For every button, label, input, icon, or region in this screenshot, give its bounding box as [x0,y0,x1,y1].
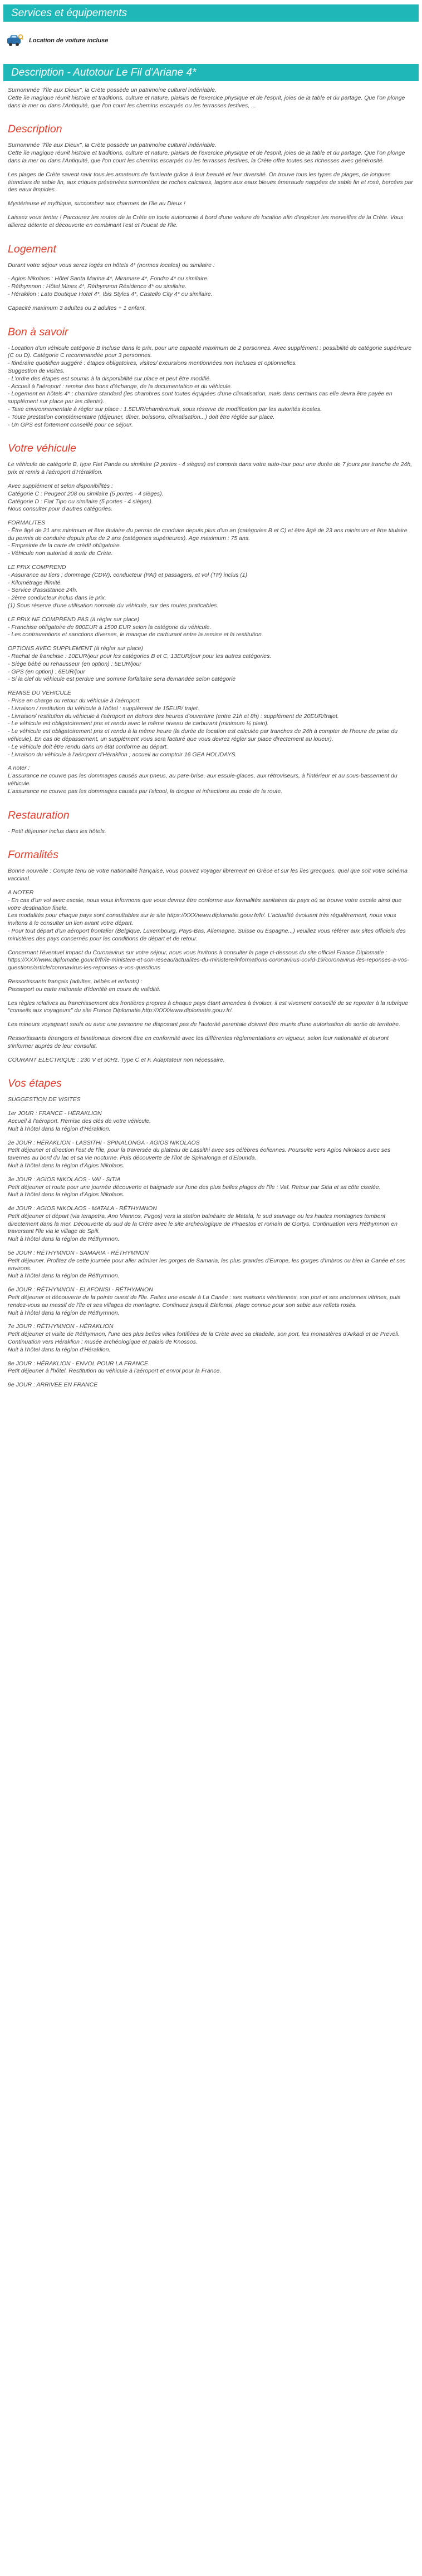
paragraph: Ressortissants français (adultes, bébés et enfants) : Passeport ou carte nationale d'identité en cours de validité. [8,978,161,993]
services-banner: Services et équipements [3,4,419,22]
paragraph: Mystérieuse et mythique, succombez aux charmes de l'île au Dieux ! [8,200,185,207]
service-label: Location de voiture incluse [29,37,109,44]
itinerary-day: 3e JOUR : AGIOS NIKOLAOS - VAÏ - SITIA Petit déjeuner et route pour une journée découverte et baignade sur l'une des plus belles plages de l'île : Vaï. Retour par Sitia et sa côte ciselée. Nuit à l'hôtel dans la région d'Agios Nikolaos. [8,1176,381,1198]
paragraph: Concernant l'éventuel impact du Coronavirus sur votre séjour, nous vous invitons à consulter la page ci-dessous du site officiel France Diplomatie : https://XXX/www.diplomatie.gouv.fr/fr/le-ministere-et-son-reseau/actualites-du-ministere/informations-coronavirus-covid-19/coronavirus-les-reponses-a-vos-questions/article/coronavirus-les-reponses-a-vos-questions [8,949,409,972]
section-votre-vehicule [8,442,414,795]
paragraph: Bonne nouvelle : Compte tenu de votre nationalité française, vous pouvez voyager librement en Grèce et sur les îles grecques, quel que soit votre schéma vaccinal. [8,868,408,883]
itinerary-day: 2e JOUR : HÉRAKLION - LASSITHI - SPINALONGA - AGIOS NIKOLAOS Petit déjeuner et direction l'est de l'île, pour la traversée du plateau de Lassithi avec ses célèbres éoliennes. Poursuite vers Agios Nikolaos avec ses tavernes au bord du lac et sa vie nocturne. Puis découverte de l'îlot de Spinalonga et d'Elounda. Nuit à l'hôtel dans la région d'Agios Nikolaos. [8,1139,391,1169]
paragraph: Les mineurs voyageant seuls ou avec une personne ne disposant pas de l'autorité parentale doivent être munis d'une autorisation de sortie de territoire. [8,1021,401,1028]
service-item-car-rental [7,29,422,52]
itinerary-day: 6e JOUR : RÉTHYMNON - ELAFONISI - RÉTHYMNON Petit déjeuner et découverte de la pointe ouest de l'île. Faites une escale à La Canée : ses maisons vénitiennes, son port et ses anciennes vitrines, puis rendez-vous au massif de l'île et ses villages de montagne. Continuez jusqu'à Elafonisi, plage connue pour son sable aux reflets rosés. Nuit à l'hôtel dans la région de Réthymnon. [8,1286,401,1316]
section-title: Bon à savoir [8,325,68,338]
paragraph: Ressortissants étrangers et binationaux devront être en conformité avec les différentes réglementations en vigueur, selon leur nationalité et devront s'informer auprès de leur consulat. [8,1034,389,1049]
section-description [8,123,414,229]
section-title: Restauration [8,809,70,821]
paragraph: Durant votre séjour vous serez logés en hôtels 4* (normes locales) ou similaire : [8,261,215,269]
itinerary-day: 5e JOUR : RÉTHYMNON - SAMARIA - RÉTHYMNON Petit déjeuner. Profitez de cette journée pour aller admirer les gorges de Samaria, les plus grandes d'Europe, les gorges d'Imbros ou bien la Canée et ses environs. Nuit à l'hôtel dans la région de Réthymnon. [8,1250,406,1280]
paragraph: Les plages de Crète savent ravir tous les amateurs de farniente grâce à leur beauté et leur diversité. On trouve tous les types de plages, de longues étendues de sable fin, aux criques préservées surmontées de roches calcaires, lagons aux eaux bleues émeraude nappées de sable fin et rosé, bercées par des eaux limpides. [8,171,413,194]
paragraph: COURANT ELECTRIQUE : 230 V et 50Hz. Type C et F. Adaptateur non nécessaire. [8,1056,225,1063]
section-bon-a-savoir [8,326,414,429]
paragraph: FORMALITES - Être âgé de 21 ans minimum et être titulaire du permis de conduire depuis plus d'un an (catégories B et C) et être âgé de 23 ans minimum et être titulaire du permis de conduire depuis plus de 2 ans (catégories supérieures). Age maximum : 75 ans. - Empreinte de la carte de crédit obligatoire. - Véhicule non autorisé à sortir de Crète. [8,519,408,557]
paragraph: - Location d'un véhicule catégorie B incluse dans le prix, pour une capacité maximum de 2 personnes. Avec supplément : possibilité de catégorie supérieure (C ou D). Catégorie C recommandée pour 3 personnes. - Itinéraire quotidien suggéré : étapes obligatoires, visites/ excursions mentionnées non incluses et optionnelles. Suggestion de visites. - L'ordre des étapes est soumis à la disponibilité sur place et peut être modifié. - Accueil à l'aéroport : remise des bons d'échange, de la documentation et du véhicule. - Logement en hôtels 4* ; chambre standard (les chambres sont toutes équipées d'une climatisation, mais dans certains cas elle devra être payée en supplément sur place par les clients). - Taxe environnementale à régler sur place : 1.5EUR/chambre/nuit, sous réserve de modification par les autorités locales. - Toute prestation complémentaire (déjeuner, dîner, boissons, climatisation...) doit être réglée sur place. - Un GPS est fortement conseillé pour ce séjour. [8,344,412,428]
paragraph: REMISE DU VEHICULE - Prise en charge ou retour du véhicule à l'aéroport. - Livraison / restitution du véhicule à l'hôtel : supplément de 15EUR/ trajet. - Livraison/ restitution du véhicule à l'aéroport en dehors des heures d'ouverture (entre 21h et 8h) : supplément de 20EUR/trajet. - Le véhicule est obligatoirement pris et rendu avec le même niveau de carburant (minimum ½ plein). - Le véhicule est obligatoirement pris et rendu à la même heure (la durée de location est calculée par tranches de 24h à compter de l'heure de prise du véhicule). En cas de dépassement, un supplément vous sera facturé que vous devrez régler sur place directement au loueur). - Le véhicule doit être rendu dans un état conforme au départ. - Livraison du véhicule à l'aéroport d'Héraklion ; accueil au comptoir 16 GEA HOLIDAYS. [8,690,398,758]
section-title: Description [8,123,62,136]
paragraph: A noter : L'assurance ne couvre pas les dommages causés aux pneus, au pare-brise, aux essuie-glaces, aux rétroviseurs, à l'intérieur et au sous-bassement du véhicule. L'assurance ne couvre pas les dommages causés par l'alcool, la drogue et infractions au code de la route. [8,765,398,795]
paragraph: - Petit déjeuner inclus dans les hôtels. [8,828,106,835]
section-title: Votre véhicule [8,442,76,455]
paragraph: LE PRIX NE COMPREND PAS (à régler sur place) - Franchise obligatoire de 800EUR à 1500 EUR selon la catégorie du véhicule. - Les contraventions et sanctions diverses, le manque de carburant entre la remise et la restitution. [8,616,263,638]
paragraph: Laissez vous tenter ! Parcourez les routes de la Crète en toute autonomie à bord d'une voiture de location afin d'explorer les merveilles de la Crète. Vous allierez détente et découverte en combinant l'est et l'ouest de l'île. [8,214,404,229]
intro-paragraph: Surnommée "l'île aux Dieux", la Crète possède un patrimoine culturel indéniable. Cette île magique réunit histoire et traditions, culture et nature, plaisirs de l'exercice physique et de l'esprit, joies de la table et du partage. Que l'on plonge dans la mer ou dans l'Antiquité, que l'on court les chemins escarpés ou les terrasses festives, ... [8,87,405,109]
paragraph: Le véhicule de catégorie B, type Fiat Panda ou similaire (2 portes - 4 sièges) est compris dans votre auto-tour pour une durée de 7 jours par tranche de 24h, prix et remis à l'aéroport d'Héraklion. [8,461,413,476]
paragraph: Capacité maximum 3 adultes ou 2 adultes + 1 enfant. [8,304,146,311]
section-title: Vos étapes [8,1077,62,1090]
section-title: Formalités [8,849,59,861]
paragraph: Les règles relatives au franchissement des frontières propres à chaque pays étant amenées à évoluer, il est vivement conseillé de se reporter à la rubrique "conseils aux voyageurs" du site France Diplomatie,http://XXX/www.diplomatie.gouv.fr/. [8,999,409,1014]
section-title: Logement [8,242,56,255]
itinerary-day: 8e JOUR : HÉRAKLION - ENVOL POUR LA FRANCE Petit déjeuner à l'hôtel. Restitution du véhicule à l'aéroport et envol pour la France. [8,1360,222,1375]
main-content [0,87,422,1389]
paragraph: A NOTER - En cas d'un vol avec escale, nous vous informons que vous devrez être conforme aux formalités sanitaires du pays où se trouve votre escale ainsi que votre destination finale. Les modalités pour chaque pays sont consultables sur le site https://XXX/www.diplomatie.gouv.fr/fr/. L'actualité évoluant très régulièrement, nous vous invitons à le consulter un lien avant votre départ. - Pour tout départ d'un aéroport frontalier (Belgique, Luxembourg, Pays-Bas, Allemagne, Suisse ou Espagne...) veuillez vous référer aux sites officiels des ministères des pays concernés pour les conditions de départ et de retour. [8,889,406,942]
paragraph: Surnommée "l'île aux Dieux", la Crète possède un patrimoine culturel indéniable. Cette île magique réunit histoire et traditions, culture et nature, plaisirs de l'exercice physique et de l'esprit, joies de la table et du partage. Que l'on plonge dans la mer ou dans l'Antiquité, que l'on court les chemins escarpés ou les terrasses festives, la Crète offre toutes ses richesses avec générosité. [8,142,405,164]
itinerary-day: 4e JOUR : AGIOS NIKOLAOS - MATALA - RÉTHYMNON Petit déjeuner et départ (via Ierapetra, Ano Viannos, Pirgos) vers la station balnéaire de Matala, le sud sauvage ou les hautes montagnes tombent directement dans la mer. Découverte du sud de la Crète avec le site archéologique de Phaestos et romain de Gortys. Continuation vers Réthymnon en traversant l'île via le village de Spili. Nuit à l'hôtel dans la région de Réthymnon. [8,1205,398,1243]
section-restauration [8,809,414,836]
itinerary-day: 9e JOUR : ARRIVEE EN FRANCE [8,1381,98,1389]
paragraph: LE PRIX COMPREND - Assurance au tiers ; dommage (CDW), conducteur (PAI) et passagers, et vol (TP) inclus (1) - Kilométrage illimité. - Service d'assistance 24h. - 2ème conducteur inclus dans le prix. (1) Sous réserve d'une utilisation normale du véhicule, sur des routes praticables. [8,564,248,610]
paragraph: Avec supplément et selon disponibilités : Catégorie C : Peugeot 208 ou similaire (5 portes - 4 sièges). Catégorie D : Fiat Tipo ou similaire (5 portes - 4 sièges). Nous consulter pour d'autres catégories. [8,482,164,513]
section-logement [8,243,414,313]
car-key-icon [7,34,23,47]
paragraph: OPTIONS AVEC SUPPLEMENT (à régler sur place) - Rachat de franchise : 10EUR/jour pour les catégories B et C, 13EUR/jour pour les autres catégories. - Siège bébé ou rehausseur (en option) : 5EUR/jour - GPS (en option) : 6EUR/jour - Si la clef du véhicule est perdue une somme forfaitaire sera demandée selon catégorie [8,645,272,683]
paragraph: - Agios Nikolaos : Hôtel Santa Marina 4*, Miramare 4*, Fondro 4* ou similaire. - Réthymnon : Hôtel Mines 4*, Réthymnon Résidence 4* ou similaire. - Héraklion : Lato Boutique Hotel 4*, Ibis Styles 4*, Castello City 4* ou similaire. [8,275,213,298]
itinerary-day: 7e JOUR : RÉTHYMNON - HÉRAKLION Petit déjeuner et visite de Réthymnon, l'une des plus belles villes fortifiées de la Crète avec sa citadelle, son port, les monastères d'Arkadi et de Preveli. Continuation vers Héraklion : musée archéologique et palais de Knossos. Nuit à l'hôtel dans la région d'Héraklion. [8,1323,400,1353]
description-banner: Description - Autotour Le Fil d'Ariane 4* [3,64,419,81]
section-formalites [8,849,414,1064]
section-vos-etapes [8,1077,414,1389]
itinerary-day: 1er JOUR : FRANCE - HÉRAKLION Accueil à l'aéroport. Remise des clés de votre véhicule. Nuit à l'hôtel dans la région d'Héraklion. [8,1110,151,1132]
paragraph: SUGGESTION DE VISITES [8,1096,81,1103]
